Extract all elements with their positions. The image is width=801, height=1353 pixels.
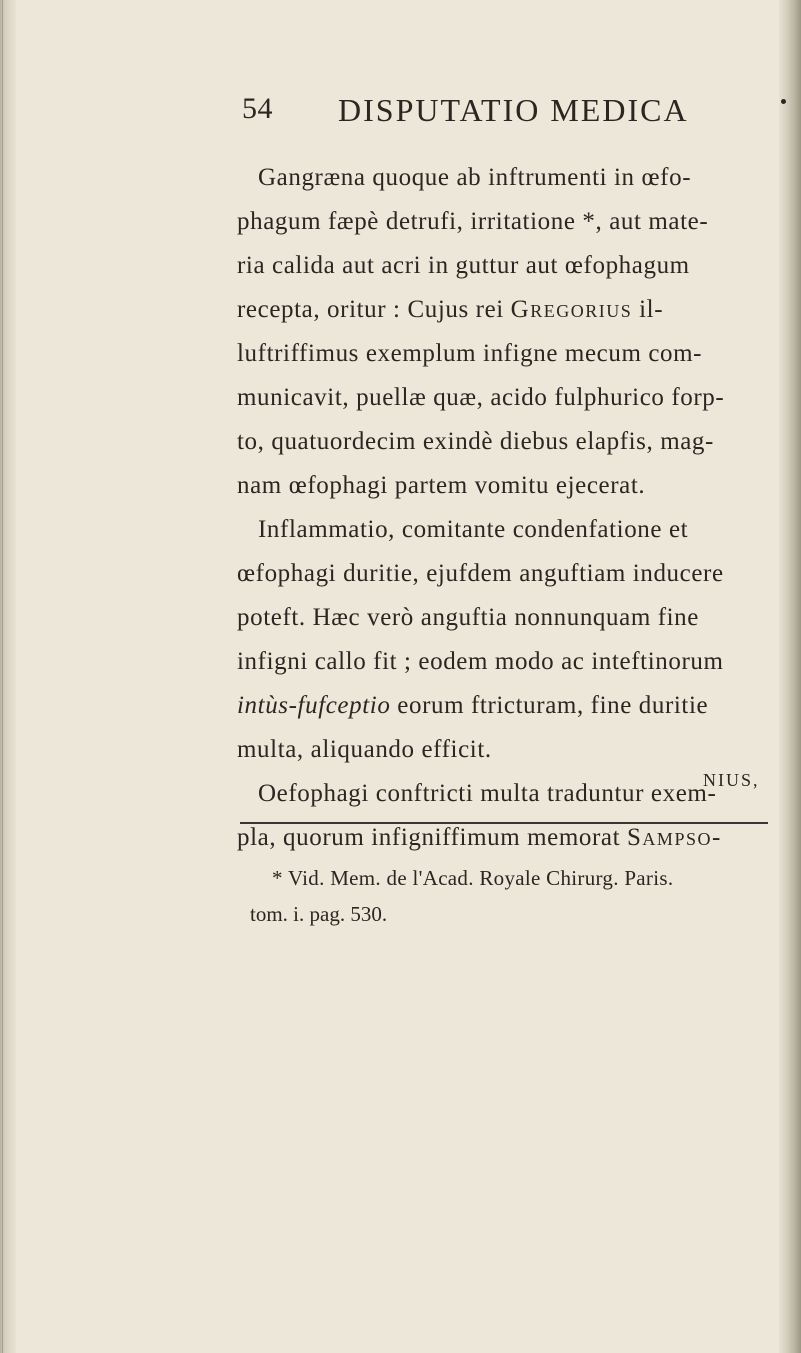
text-line: ria calida aut acri in guttur aut œfophagum [237, 252, 690, 279]
text-fragment: pla, quorum infigniffimum memorat [237, 824, 628, 851]
text-line: œfophagi duritie, ejufdem anguftiam inducere [237, 560, 724, 587]
text-line: to, quatuordecim exindè diebus elapfis, mag- [237, 428, 714, 455]
italic-term: intùs-fufceptio [237, 692, 391, 719]
text-fragment: recepta, oritur : Cujus rei [237, 296, 511, 323]
text-line: Inflammatio, comitante condenfatione et [258, 516, 689, 543]
footnote-rule [240, 822, 768, 824]
page-number: 54 [242, 92, 273, 125]
text-line [237, 684, 708, 728]
text-fragment: il- [632, 296, 664, 323]
author-name: Sampso- [627, 824, 722, 851]
footnote-line: tom. i. pag. 530. [250, 902, 388, 926]
text-line: poteft. Hæc verò anguftia nonnunquam fine [237, 604, 699, 631]
text-line: Gangræna quoque ab inftrumenti in œfo- [258, 164, 692, 191]
page-header [0, 92, 801, 132]
text-line: phagum fæpè detrufi, irritatione *, aut mate- [237, 208, 709, 235]
page-edge-right [779, 0, 801, 1353]
running-head: DISPUTATIO MEDICA [338, 92, 689, 128]
text-line: Oefophagi conftricti multa traduntur exem- [258, 780, 717, 807]
text-line: nam œfophagi partem vomitu ejecerat. [237, 472, 646, 499]
text-line: multa, aliquando efficit. [237, 736, 492, 763]
text-line: municavit, puellæ quæ, acido fulphurico forp- [237, 384, 725, 411]
text-fragment: eorum ftricturam, fine duritie [390, 692, 709, 719]
page-gutter-left [0, 0, 16, 1353]
text-line [237, 288, 663, 332]
text-line: luftriffimus exemplum infigne mecum com- [237, 340, 703, 367]
footnote-line: * Vid. Mem. de l'Acad. Royale Chirurg. Paris. [272, 866, 674, 890]
catchword: NIUS, [703, 770, 760, 790]
text-line: infigni callo fit ; eodem modo ac inteftinorum [237, 648, 724, 675]
author-name: Gregorius [510, 296, 633, 323]
